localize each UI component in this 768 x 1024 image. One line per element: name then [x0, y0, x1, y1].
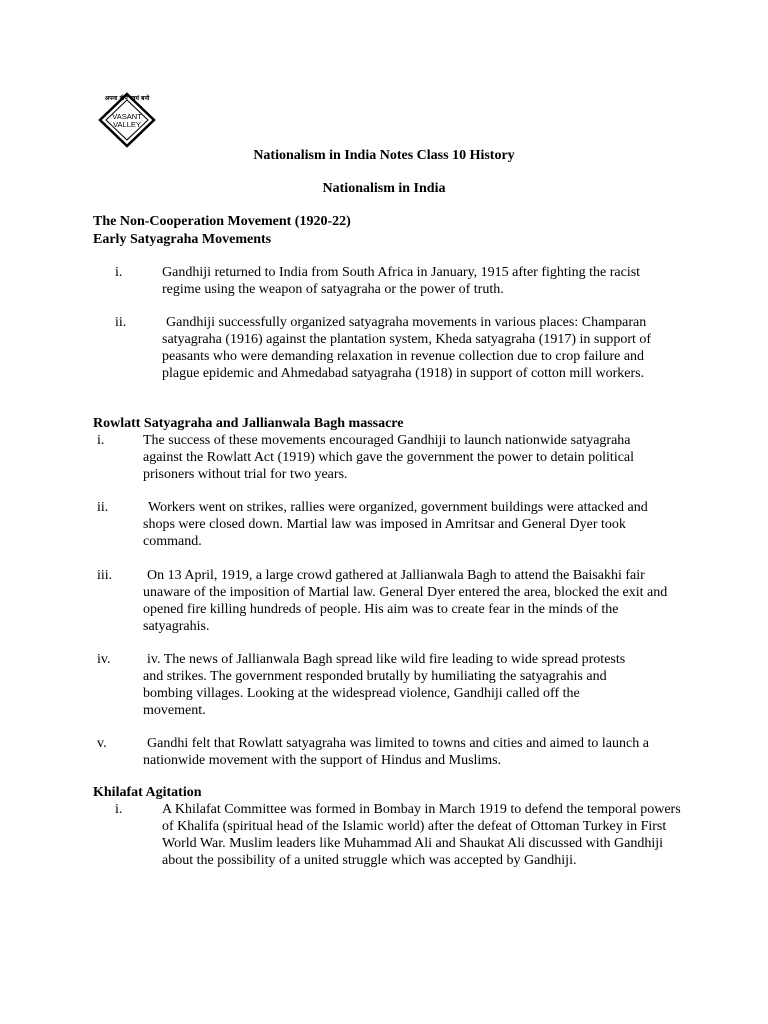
list-number: ii.	[115, 315, 127, 330]
list-text: A Khilafat Committee was formed in Bombay in March 1919 to defend the temporal powers of Khalifa (spiritual head of the Islamic world) after the defeat of Ottoman Turkey in First World War. Muslim leaders like Muhammad Ali and Shaukat Ali discussed with Gandhiji about the possibility of a united struggle which was accepted by Gandhiji.	[162, 802, 681, 868]
list-text: The success of these movements encouraged Gandhiji to launch nationwide satyagraha against the Rowlatt Act (1919) which gave the government the power to detain political prisoners without trial for two years.	[143, 433, 635, 482]
list-text: iv. The news of Jallianwala Bagh spread like wild fire leading to wide spread protests and strikes. The government responded brutally by humiliating the satyagrahis and bombing villages. Looking at the widespread violence, Gandhiji called off the movement.	[143, 652, 626, 718]
section-heading-noncooperation: The Non-Cooperation Movement (1920-22)	[93, 214, 351, 229]
list-number: iv.	[97, 652, 111, 667]
section-subheading-early-satyagraha: Early Satyagraha Movements	[93, 232, 272, 247]
logo-name-line2: VALLEY	[113, 120, 141, 129]
list-number: ii.	[97, 500, 109, 515]
section-heading-rowlatt: Rowlatt Satyagraha and Jallianwala Bagh massacre	[93, 416, 404, 431]
school-logo	[96, 90, 158, 148]
diamond-emblem-icon	[96, 90, 158, 148]
list-text: Workers went on strikes, rallies were organized, government buildings were attacked and shops were closed down. Martial law was imposed in Amritsar and General Dyer took command.	[143, 500, 648, 549]
list-text: Gandhiji returned to India from South Africa in January, 1915 after fighting the racist regime using the weapon of satyagraha or the power of truth.	[162, 265, 641, 297]
document-title: Nationalism in India Notes Class 10 History	[253, 148, 515, 163]
list-number: v.	[97, 736, 107, 751]
list-text: Gandhiji successfully organized satyagraha movements in various places: Champaran satyagraha (1916) against the plantation system, Kheda satyagraha (1917) in support of peasants who were demanding relaxation in revenue collection due to crop failure and plague epidemic and Ahmedabad satyagraha (1918) in support of cotton mill workers.	[162, 315, 652, 381]
list-number: i.	[97, 433, 105, 448]
list-text: Gandhi felt that Rowlatt satyagraha was limited to towns and cities and aimed to launch a nationwide movement with the support of Hindus and Muslims.	[143, 736, 649, 768]
document-subtitle: Nationalism in India	[322, 181, 446, 196]
logo-motto: अपना दीप स्वयं बनो	[104, 95, 150, 102]
list-number: i.	[115, 265, 123, 280]
list-number: i.	[115, 802, 123, 817]
list-text: On 13 April, 1919, a large crowd gathered at Jallianwala Bagh to attend the Baisakhi fair unaware of the imposition of Martial law. General Dyer entered the area, blocked the exit and opened fire killing hundreds of people. His aim was to create fear in the minds of the satyagrahis.	[143, 568, 668, 634]
list-number: iii.	[97, 568, 113, 583]
logo-name-line1: VASANT	[112, 112, 142, 121]
section-heading-khilafat: Khilafat Agitation	[93, 785, 202, 800]
